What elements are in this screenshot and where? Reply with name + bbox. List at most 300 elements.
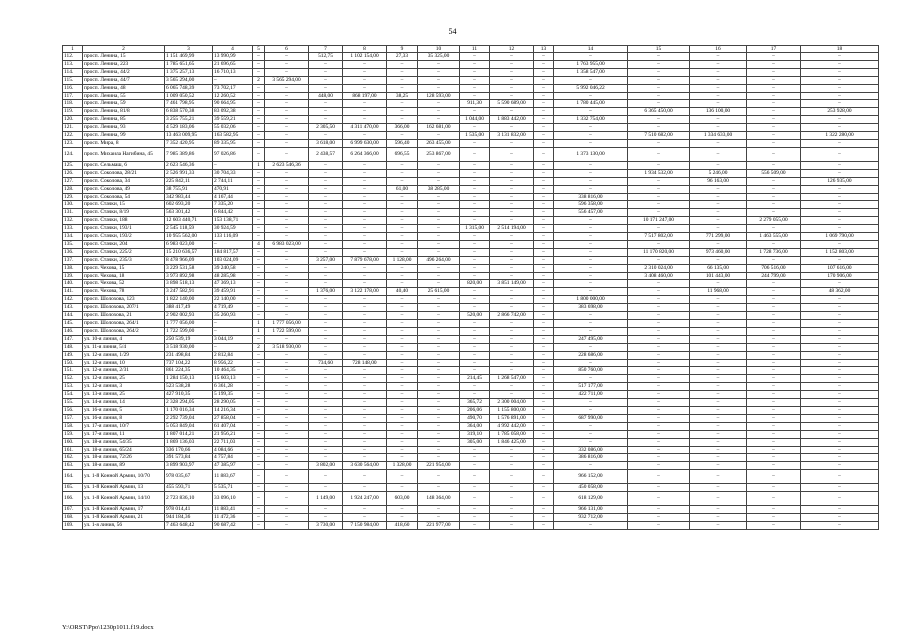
row-number-cell: 163. [63,462,83,470]
value-cell: – [309,248,343,256]
value-cell: 1 722 599,00 [165,327,213,335]
row-number-cell: 132. [63,217,83,225]
value-cell: – [747,256,801,264]
value-cell: – [460,521,490,529]
value-cell: – [747,161,801,169]
value-cell: – [418,280,460,288]
value-cell: – [801,462,879,470]
value-cell: – [253,248,265,256]
value-cell: – [490,454,534,462]
value-cell: – [534,484,554,492]
value-cell: 603,00 [387,492,418,506]
value-cell: – [265,139,309,147]
value-cell: – [309,60,343,68]
value-cell: – [309,470,343,484]
table-row [63,367,879,375]
value-cell: – [418,225,460,233]
value-cell: – [690,521,747,529]
value-cell: 1 924 247,00 [343,492,387,506]
value-cell: – [554,359,628,367]
value-cell: – [418,240,460,248]
value-cell: 1 763 955,00 [554,60,628,68]
value-cell: 1 332 754,00 [554,116,628,124]
value-cell: – [418,304,460,312]
value-cell: 2 902 002,93 [165,312,213,320]
value-cell: – [747,193,801,201]
value-cell: – [690,240,747,248]
value-cell: – [490,139,534,147]
data-table [62,45,879,530]
value-cell: – [309,335,343,343]
value-cell: 366,00 [387,124,418,132]
value-cell: – [253,406,265,414]
value-cell: – [747,383,801,391]
value-cell: – [534,391,554,399]
row-number-cell: 155. [63,399,83,407]
value-cell: – [534,248,554,256]
value-cell: – [490,391,534,399]
value-cell: – [554,288,628,296]
address-cell: просп. Ленина, 48 [83,84,165,92]
value-cell: – [801,359,879,367]
row-number-cell: 161. [63,446,83,454]
value-cell: – [690,375,747,383]
value-cell: – [460,233,490,241]
row-number-cell: 154. [63,391,83,399]
value-cell: – [801,161,879,169]
value-cell: – [418,108,460,116]
table-row [63,446,879,454]
value-cell: – [628,116,690,124]
value-cell: 422 711,00 [554,391,628,399]
table-row [63,76,879,84]
value-cell: 89 335,95 [213,139,253,147]
value-cell: – [628,76,690,84]
value-cell: 6 983 023,00 [165,240,213,248]
address-cell: просп. Чехова, 52 [83,280,165,288]
value-cell: – [418,422,460,430]
table-row [63,100,879,108]
value-cell: – [747,60,801,68]
value-cell: – [265,399,309,407]
value-cell: 16 710,13 [213,68,253,76]
value-cell: 6 365 450,00 [628,108,690,116]
row-number-cell: 144. [63,312,83,320]
value-cell: 332 086,00 [554,446,628,454]
value-cell: 861 224,35 [165,367,213,375]
value-cell: – [534,359,554,367]
value-cell: 4 529 183,06 [165,124,213,132]
value-cell: – [690,367,747,375]
value-cell: – [418,161,460,169]
value-cell: 3 802,00 [309,462,343,470]
value-cell: – [554,438,628,446]
value-cell: – [554,108,628,116]
value-cell: 1 535,00 [460,132,490,140]
row-number-cell: 146. [63,327,83,335]
value-cell: – [265,201,309,209]
value-cell: – [343,108,387,116]
value-cell: – [265,406,309,414]
value-cell: 911,30 [460,100,490,108]
value-cell: – [253,201,265,209]
value-cell: – [490,470,534,484]
value-cell: – [554,312,628,320]
value-cell: – [253,280,265,288]
value-cell: – [309,116,343,124]
value-cell: – [343,169,387,177]
value-cell: – [387,161,418,169]
value-cell: – [309,209,343,217]
value-cell: – [343,272,387,280]
value-cell: 1 328,00 [387,462,418,470]
value-cell: – [343,375,387,383]
value-cell: – [387,84,418,92]
value-cell: – [490,92,534,100]
value-cell: – [253,312,265,320]
value-cell: – [387,414,418,422]
value-cell: – [265,225,309,233]
value-cell: 391 573,84 [165,454,213,462]
value-cell: – [387,264,418,272]
value-cell: – [628,383,690,391]
value-cell: – [460,327,490,335]
value-cell: 206,06 [460,406,490,414]
column-header: 1 [63,46,83,53]
value-cell: – [554,521,628,529]
row-number-cell: 127. [63,177,83,185]
column-header: 8 [343,46,387,53]
value-cell: – [418,248,460,256]
value-cell: – [534,320,554,328]
row-number-cell: 167. [63,506,83,514]
value-cell: – [490,147,534,161]
value-cell: – [628,201,690,209]
value-cell: – [387,248,418,256]
row-number-cell: 120. [63,116,83,124]
value-cell: – [253,506,265,514]
value-cell: – [534,264,554,272]
value-cell: – [460,391,490,399]
value-cell: – [554,240,628,248]
value-cell: 966 131,00 [554,506,628,514]
value-cell: – [343,60,387,68]
value-cell: – [460,84,490,92]
value-cell: – [534,185,554,193]
value-cell: – [460,161,490,169]
value-cell: – [309,375,343,383]
value-cell: – [253,225,265,233]
value-cell: – [690,383,747,391]
value-cell: – [490,367,534,375]
value-cell: 83 092,38 [213,108,253,116]
value-cell: – [265,351,309,359]
value-cell: 15 210 636,57 [165,248,213,256]
row-number-cell: 165. [63,484,83,492]
value-cell: – [343,161,387,169]
row-number-cell: 135. [63,240,83,248]
value-cell: – [343,367,387,375]
value-cell: 61 407,04 [213,422,253,430]
value-cell: – [490,484,534,492]
value-cell: – [690,391,747,399]
value-cell: 221 954,00 [418,462,460,470]
value-cell: – [747,139,801,147]
table-row [63,399,879,407]
value-cell: – [628,92,690,100]
value-cell: – [747,343,801,351]
value-cell: 868 197,00 [343,92,387,100]
value-cell: – [801,217,879,225]
value-cell: – [460,320,490,328]
value-cell: – [387,100,418,108]
address-cell: просп. Стачки, 193/1 [83,225,165,233]
value-cell: – [418,391,460,399]
value-cell: – [801,335,879,343]
table-row [63,343,879,351]
value-cell: – [343,100,387,108]
value-cell: – [418,430,460,438]
value-cell: 96 163,00 [690,177,747,185]
value-cell: – [747,391,801,399]
value-cell: – [343,438,387,446]
value-cell: – [418,375,460,383]
address-cell: просп. Ленина, 85 [83,116,165,124]
value-cell: – [343,217,387,225]
value-cell: – [534,430,554,438]
value-cell: – [747,492,801,506]
table-row [63,506,879,514]
value-cell: 2 526 991,33 [165,169,213,177]
value-cell: 10 955 562,00 [165,233,213,241]
value-cell: – [253,139,265,147]
value-cell: – [490,351,534,359]
table-row [63,375,879,383]
value-cell: – [253,100,265,108]
value-cell: – [534,233,554,241]
table-row [63,462,879,470]
value-cell: 1 463 555,00 [747,233,801,241]
value-cell: – [387,470,418,484]
value-cell: – [460,139,490,147]
value-cell: 4 719,49 [213,304,253,312]
value-cell: 12 603 440,71 [165,217,213,225]
value-cell: – [801,521,879,529]
page-number: 54 [448,27,457,36]
value-cell: 1 846 425,00 [490,438,534,446]
address-cell: просп. Ленина, 15 [83,53,165,61]
value-cell: – [460,124,490,132]
value-cell: – [554,462,628,470]
value-cell: – [490,446,534,454]
value-cell: – [387,327,418,335]
value-cell: – [387,209,418,217]
address-cell: просп. Шолохова, 21 [83,312,165,320]
value-cell: 1 777 056,00 [265,320,309,328]
value-cell: – [460,272,490,280]
value-cell: 448,00 [309,92,343,100]
value-cell: – [253,375,265,383]
value-cell: – [460,201,490,209]
value-cell: – [387,108,418,116]
value-cell: – [265,185,309,193]
value-cell: 1 800 000,00 [554,296,628,304]
address-cell: просп. Соколова, 54 [83,193,165,201]
value-cell: 7 150 984,00 [343,521,387,529]
address-cell: просп. Шолохова, 264/2 [83,327,165,335]
value-cell: – [747,430,801,438]
value-cell: 7 352 420,95 [165,139,213,147]
value-cell: – [460,492,490,506]
value-cell: 1 722 599,00 [265,327,309,335]
value-cell: 7 517 802,00 [628,233,690,241]
value-cell: – [253,108,265,116]
value-cell: – [554,343,628,351]
value-cell: – [387,359,418,367]
value-cell: 3 565 294,00 [265,76,309,84]
value-cell: – [418,399,460,407]
table-row [63,438,879,446]
value-cell: – [265,414,309,422]
value-cell: 4 084,66 [213,446,253,454]
value-cell: – [490,84,534,92]
value-cell: – [801,430,879,438]
value-cell: 418,60 [387,521,418,529]
value-cell: – [387,438,418,446]
value-cell: – [460,288,490,296]
value-cell: 4 757,84 [213,454,253,462]
value-cell: – [418,132,460,140]
value-cell: – [253,484,265,492]
value-cell: – [628,335,690,343]
value-cell: – [747,375,801,383]
table-row [63,280,879,288]
table-row [63,422,879,430]
value-cell: 253 867,00 [418,147,460,161]
value-cell: – [801,209,879,217]
value-cell: – [460,335,490,343]
value-cell: – [801,53,879,61]
value-cell: – [628,304,690,312]
value-cell: – [628,240,690,248]
value-cell: 1 780 445,00 [554,100,628,108]
value-cell: 2 328 294,05 [165,399,213,407]
value-cell: – [253,217,265,225]
value-cell: – [265,116,309,124]
value-cell: – [690,193,747,201]
value-cell: – [253,68,265,76]
value-cell: – [309,185,343,193]
value-cell: – [628,492,690,506]
value-cell: – [747,359,801,367]
value-cell: – [628,438,690,446]
value-cell: – [690,209,747,217]
value-cell: – [690,256,747,264]
value-cell: – [309,430,343,438]
column-header: 11 [460,46,490,53]
value-cell: – [460,351,490,359]
value-cell: 336 170,66 [165,446,213,454]
value-cell: 6 844,42 [213,209,253,217]
address-cell: просп. Стачки, 225/2 [83,248,165,256]
value-cell: – [265,256,309,264]
value-cell: – [534,422,554,430]
value-cell: – [309,225,343,233]
value-cell: – [460,185,490,193]
table-row [63,272,879,280]
value-cell: – [628,414,690,422]
value-cell: 10 171 247,00 [628,217,690,225]
value-cell: – [628,514,690,522]
value-cell: – [490,264,534,272]
value-cell: – [801,169,879,177]
value-cell: – [460,256,490,264]
value-cell: – [253,132,265,140]
value-cell: – [460,514,490,522]
value-cell: – [747,124,801,132]
value-cell: 101 443,00 [690,272,747,280]
value-cell: 148 364,00 [418,492,460,506]
value-cell: – [801,312,879,320]
value-cell: – [628,84,690,92]
value-cell: – [628,53,690,61]
value-cell: – [747,506,801,514]
value-cell: 1 785 651,65 [165,60,213,68]
value-cell: 225 842,11 [165,177,213,185]
value-cell: – [690,430,747,438]
value-cell: 97 026,86 [213,147,253,161]
value-cell: – [801,367,879,375]
value-cell: 5 246,00 [690,169,747,177]
address-cell: ул. 17-я линия, 11 [83,430,165,438]
value-cell: – [387,296,418,304]
value-cell: – [490,60,534,68]
value-cell: 228 686,00 [554,351,628,359]
row-number-cell: 118. [63,100,83,108]
value-cell: – [418,296,460,304]
value-cell: – [418,84,460,92]
value-cell: 3 229 531,58 [165,264,213,272]
value-cell: – [554,53,628,61]
value-cell: – [747,92,801,100]
value-cell: – [460,462,490,470]
value-cell: – [387,116,418,124]
value-cell: – [747,280,801,288]
value-cell: – [801,375,879,383]
value-cell: – [253,185,265,193]
value-cell: 771 299,00 [690,233,747,241]
column-header: 16 [690,46,747,53]
value-cell: – [690,422,747,430]
value-cell: – [265,383,309,391]
table-row [63,84,879,92]
value-cell: – [343,132,387,140]
value-cell: – [265,217,309,225]
value-cell: – [343,264,387,272]
value-cell: – [628,375,690,383]
value-cell: – [747,367,801,375]
value-cell: – [213,161,253,169]
value-cell: – [265,147,309,161]
value-cell: – [343,304,387,312]
address-cell: ул. 10-я линия, 4 [83,335,165,343]
value-cell: – [554,92,628,100]
value-cell: 2 623 546,36 [165,161,213,169]
value-cell: – [343,68,387,76]
value-cell: – [747,351,801,359]
value-cell: – [801,296,879,304]
value-cell: – [534,76,554,84]
